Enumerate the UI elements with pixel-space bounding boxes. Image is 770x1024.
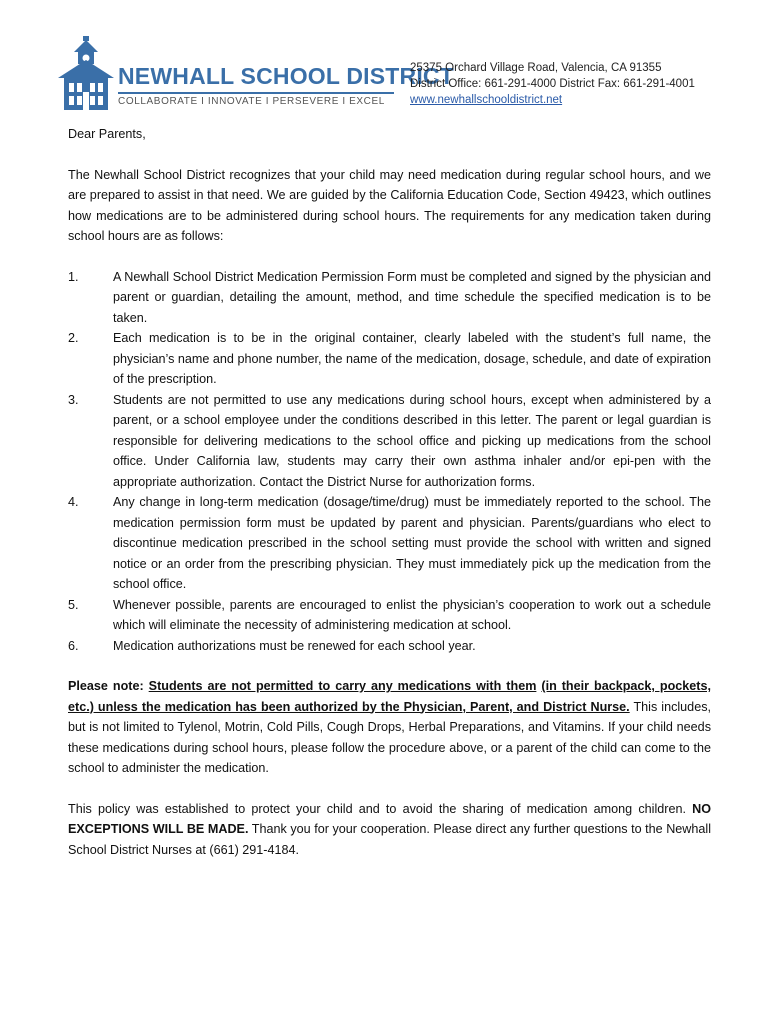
letter-body (68, 124, 711, 860)
item-text: Any change in long-term medication (dosage/time/drug) must be immediately reported to the school. The medication permission form must be updated by parent and physician. Parents/guardians who elect to discontinue medication prescribed in the school setting must provide the school with written and signed notice or an order from the prescribing physician. They must immediately pick up the medication from the school office. (113, 495, 711, 591)
note-emphasis-2: (in their backpack, pockets, etc.) unless the medication has been authorized by the Physician, Parent, and District Nurse. (68, 679, 711, 714)
salutation: Dear Parents, (68, 127, 146, 141)
item-number: 3. (68, 392, 79, 407)
item-number: 5. (68, 597, 79, 612)
closing-contact-text: Thank you for your cooperation. Please direct any further questions to the Newhall School District Nurses at (661) 291-4184. (68, 822, 711, 857)
contact-block (410, 60, 695, 108)
website-link[interactable]: www.newhallschooldistrict.net (410, 94, 563, 106)
item-text: Medication authorizations must be renewed for each school year. (113, 638, 476, 653)
list-item (68, 267, 711, 329)
phone-fax: District Office: 661-291-4000 District Fax: 661-291-4001 (410, 78, 695, 90)
schoolhouse-logo-icon (58, 36, 114, 110)
letterhead (58, 32, 718, 112)
closing-paragraph (68, 799, 711, 861)
item-number: 6. (68, 638, 79, 653)
item-text: Students are not permitted to use any medications during school hours, except when administered by a parent, or a school employee under the conditions described in this letter. The parent or legal guardian is responsible for delivering medications to the school office and picking up medications from the school office. Under California law, students may carry their own asthma inhaler and/or epi-pen with the appropriate authorization. Contact the District Nurse for authorization forms. (113, 392, 711, 489)
item-text: A Newhall School District Medication Permission Form must be completed and signed by the physician and parent or guardian, detailing the amount, method, and time schedule the specified medication is to be taken. (113, 269, 711, 325)
item-text: Whenever possible, parents are encouraged to enlist the physician’s cooperation to work out a schedule which will eliminate the necessity of administering medication at school. (113, 597, 711, 632)
list-item (68, 328, 711, 390)
list-item (68, 390, 711, 493)
intro-paragraph: The Newhall School District recognizes that your child may need medication during regular school hours, and we are prepared to assist in that need. We are guided by the California Education Code, Section 49423, which outlines how medications are to be administered during school hours. The requirements for any medication taken during school hours are as follows: (68, 167, 711, 243)
item-number: 2. (68, 331, 79, 345)
address: 25375 Orchard Village Road, Valencia, CA 91355 (410, 62, 662, 74)
item-text: Each medication is to be in the original container, clearly labeled with the student’s full name, the physician’s name and phone number, the name of the medication, dosage, schedule, and date of expiration of the prescription. (113, 331, 711, 386)
logo-divider (118, 92, 394, 94)
district-name: NEWHALL SCHOOL DISTRICT (118, 63, 454, 89)
requirements-list (68, 267, 711, 657)
note-emphasis-1: Students are not permitted to carry any medications with them (148, 679, 537, 693)
list-item (68, 636, 711, 657)
closing-text: This policy was established to protect your child and to avoid the sharing of medication among children. (68, 801, 693, 816)
no-exceptions-text: NO EXCEPTIONS WILL BE MADE. (68, 801, 711, 836)
list-item (68, 595, 711, 636)
note-body: This includes, but is not limited to Tylenol, Motrin, Cold Pills, Cough Drops, Herbal Preparations, and Vitamins. If your child needs these medications during school hours, please follow the procedure above, or a parent of the child can come to the school to administer the medication. (68, 699, 711, 775)
item-number: 4. (68, 495, 79, 509)
list-item (68, 492, 711, 595)
district-tagline: COLLABORATE I INNOVATE I PERSEVERE I EXCEL (118, 96, 385, 107)
please-note-paragraph (68, 676, 711, 779)
note-label: Please note: (68, 679, 144, 693)
item-number: 1. (68, 269, 79, 284)
